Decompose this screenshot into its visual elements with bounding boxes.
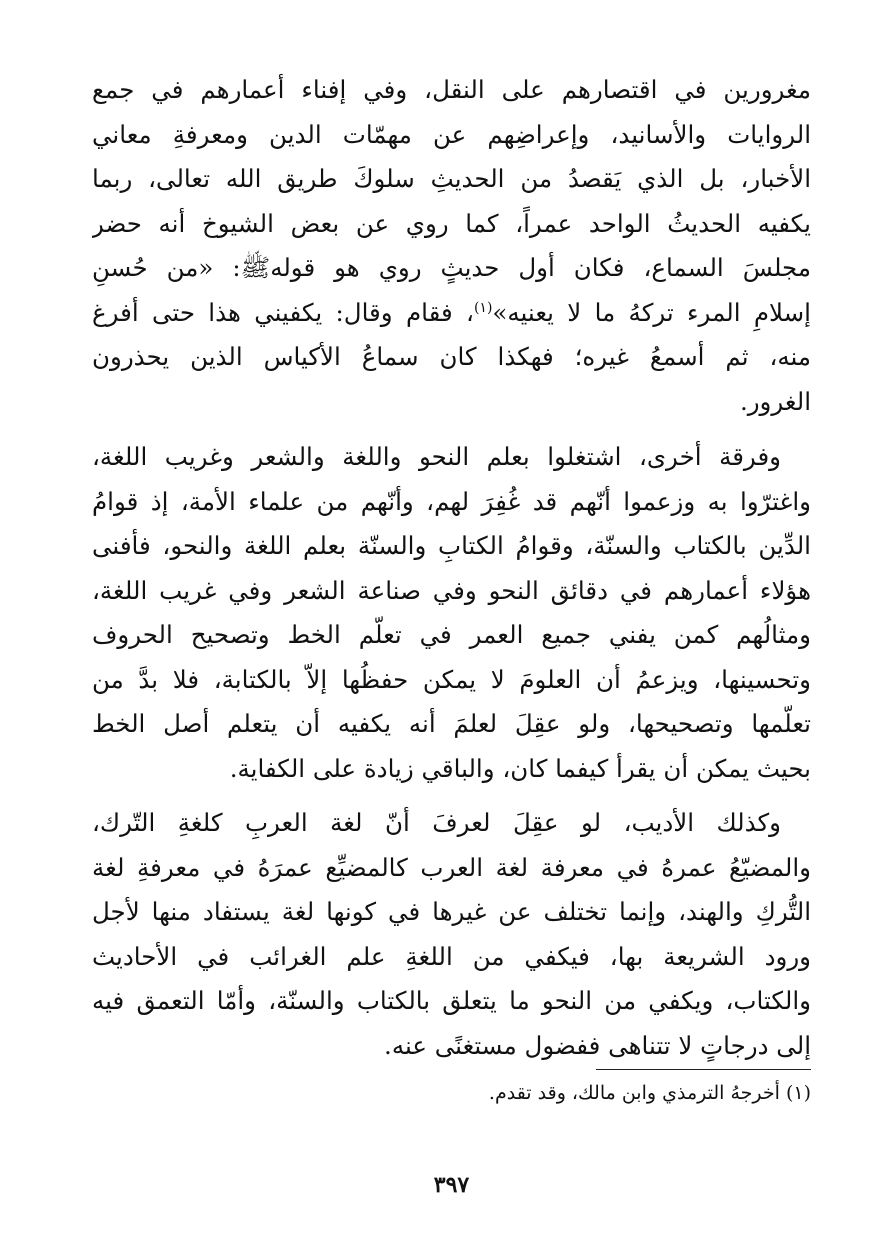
paragraph-3 [92, 801, 811, 1068]
text-line: مجلسَ السماع، فكان أول حديثٍ روي هو قولهﷺ: «من حُسنِ [92, 253, 811, 282]
text-line: هؤلاء أعمارهم في دقائق النحو وفي صناعة الشعر وفي غريب اللغة، [92, 575, 811, 605]
text-line: منه، ثم أسمعُ غيره؛ فهكذا كان سماعُ الأكياس الذين يحذرون [92, 342, 811, 371]
text-line: مغرورين في اقتصارهم على النقل، وفي إفناء أعمارهم في جمع [92, 75, 811, 104]
footnote-number: (١) [785, 1082, 811, 1104]
text-line: وفرقة أخرى، اشتغلوا بعلم النحو واللغة والشعر وغريب اللغة، [92, 442, 781, 471]
text-segment: ، فقام وقال: يكفيني هذا حتى أفرغ [92, 297, 474, 327]
text-line: واغترّوا به وزعموا أنّهم قد غُفِرَ لهم، وأنّهم من علماء الأمة، إذ قوامُ [92, 486, 811, 516]
text-line: وكذلك الأديب، لو عقِلَ لعرفَ أنّ لغة العربِ كلغةِ التّرك، [92, 808, 781, 837]
text-line: ومثالُهم كمن يفني جميع العمر في تعلّم الخط وتصحيح الحروف [92, 620, 811, 649]
text-line: الغرور. [739, 386, 811, 416]
text-line: الدِّين بالكتاب والسنّة، وقوامُ الكتابِ والسنّة بعلم اللغة والنحو، فأفنى [92, 531, 811, 560]
text-line: الروايات والأسانيد، وإعراضِهم عن مهمّات الدين ومعرفةِ معاني [92, 119, 811, 149]
text-line: يكفيه الحديثُ الواحد عمراً، كما روي عن بعض الشيوخ أنه حضر [92, 208, 811, 238]
text-line: تعلّمها وتصحيحها، ولو عقِلَ لعلمَ أنه يكفيه أن يتعلم أصل الخط [92, 709, 811, 738]
footnote [489, 1078, 811, 1108]
paragraph-1 [92, 68, 811, 424]
text-line: بحيث يمكن أن يقرأ كيفما كان، والباقي زيادة على الكفاية. [229, 753, 811, 783]
text-line: والكتاب، ويكفي من النحو ما يتعلق بالكتاب والسنّة، وأمّا التعمق فيه [92, 986, 811, 1015]
text-line: إلى درجاتٍ لا تتناهى ففضول مستغنًى عنه. [384, 1030, 811, 1060]
text-line: الأخبار، بل الذي يَقصدُ من الحديثِ سلوكَ طريق الله تعالى، ربما [92, 164, 811, 193]
footnote-divider [596, 1069, 811, 1070]
text-segment: إسلامِ المرء تركهُ ما لا يعنيه» [492, 297, 811, 327]
text-line: ورود الشريعة بها، فيكفي من اللغةِ علم الغرائب في الأحاديث [92, 941, 811, 971]
text-line-with-footnote [92, 291, 811, 336]
text-line: التُّركِ والهند، وإنما تختلف عن غيرها في كونها لغة يستفاد منها لأجل [92, 897, 811, 926]
page-number: ٣٩٧ [433, 1172, 470, 1198]
book-page [92, 68, 811, 1248]
footnote-marker: (١) [473, 299, 493, 316]
text-line: والمضيّعُ عمرهُ في معرفة لغة العرب كالمضيِّع عمرَهُ في معرفةِ لغة [92, 852, 811, 882]
paragraph-2 [92, 435, 811, 791]
text-line: وتحسينها، ويزعمُ أن العلومَ لا يمكن حفظُها إلاّ بالكتابة، فلا بدَّ من [92, 664, 811, 694]
footnote-text: أخرجهُ الترمذي وابن مالك، وقد تقدم. [488, 1082, 780, 1104]
